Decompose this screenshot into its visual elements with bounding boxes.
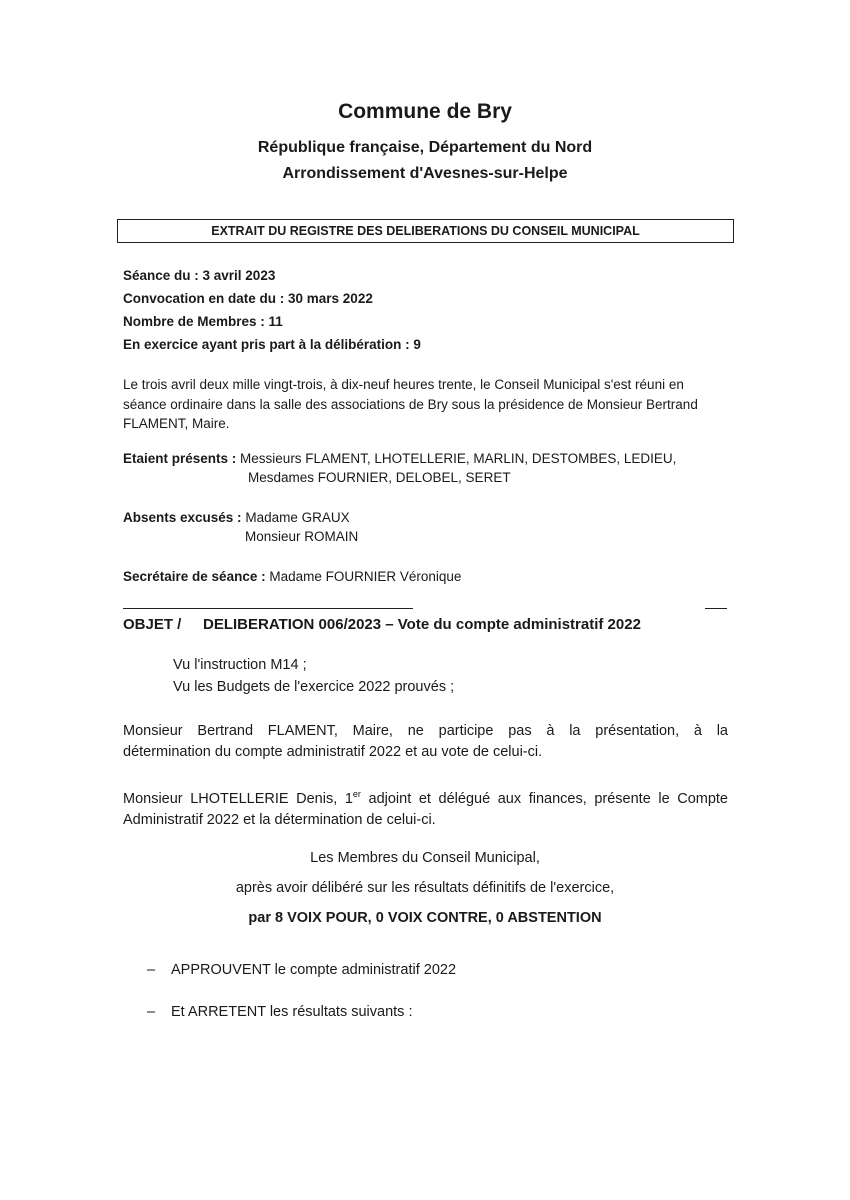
bullet-arrest-text: Et ARRETENT les résultats suivants :	[171, 1004, 413, 1020]
vote-result: par 8 VOIX POUR, 0 VOIX CONTRE, 0 ABSTENTION	[248, 910, 602, 926]
deputy-paragraph-line-1	[123, 784, 728, 810]
objet-rule-right	[705, 608, 727, 609]
intro-line-1: Le trois avril deux mille vingt-trois, à dix-neuf heures trente, le Conseil Municipal s'est réuni en	[123, 377, 684, 392]
bullet-dash: –	[147, 962, 156, 978]
secretary-line	[123, 569, 461, 584]
absents-label: Absents excusés :	[123, 510, 242, 525]
page-subtitle-republic: République française, Département du Nord	[257, 139, 593, 156]
absents-line-1	[123, 510, 350, 525]
objet-label: OBJET /	[123, 616, 182, 633]
bullet-approve	[147, 962, 456, 978]
council-members: Les Membres du Conseil Municipal,	[310, 850, 540, 866]
page-subtitle-arrondissement: Arrondissement d'Avesnes-sur-Helpe	[282, 165, 568, 182]
presents-label: Etaient présents :	[123, 451, 237, 466]
members-count: Nombre de Membres : 11	[123, 314, 283, 329]
session-date: Séance du : 3 avril 2023	[123, 268, 276, 283]
secretary-label: Secrétaire de séance :	[123, 569, 266, 584]
mayor-paragraph-line-1: Monsieur Bertrand FLAMENT, Maire, ne participe pas à la présentation, à la	[123, 723, 728, 739]
objet-title: DELIBERATION 006/2023 – Vote du compte administratif 2022	[203, 616, 641, 633]
after-deliberation: après avoir délibéré sur les résultats définitifs de l'exercice,	[235, 880, 615, 896]
bullet-arrest	[147, 1004, 412, 1020]
exercise-count: En exercice ayant pris part à la délibération : 9	[123, 337, 421, 352]
presents-line-1	[123, 451, 676, 466]
presents-mesdames: Mesdames FOURNIER, DELOBEL, SERET	[248, 470, 511, 485]
objet-rule-left	[123, 608, 413, 609]
secretary-name: Madame FOURNIER Véronique	[269, 569, 462, 584]
extract-title-box: EXTRAIT DU REGISTRE DES DELIBERATIONS DU CONSEIL MUNICIPAL	[117, 219, 734, 243]
presents-messieurs: Messieurs FLAMENT, LHOTELLERIE, MARLIN, DESTOMBES, LEDIEU,	[240, 451, 677, 466]
bullet-dash: –	[147, 1004, 156, 1020]
intro-line-3: FLAMENT, Maire.	[123, 416, 230, 431]
absents-first: Madame GRAUX	[245, 510, 350, 525]
page-title: Commune de Bry	[338, 100, 512, 123]
mayor-paragraph-line-2: détermination du compte administratif 2022 et au vote de celui-ci.	[123, 744, 543, 760]
intro-line-2: séance ordinaire dans la salle des associations de Bry sous la présidence de Monsieur Bertrand	[123, 397, 698, 412]
mayor-paragraph	[123, 721, 728, 763]
deputy-paragraph	[123, 784, 728, 831]
deputy-paragraph-line-2: Administratif 2022 et la détermination de celui-ci.	[123, 811, 436, 828]
deputy-ordinal: er	[352, 789, 361, 799]
absents-second: Monsieur ROMAIN	[245, 529, 359, 544]
vu-instruction: Vu l'instruction M14 ;	[173, 657, 307, 673]
convocation-date: Convocation en date du : 30 mars 2022	[123, 291, 373, 306]
deputy-text-start: Monsieur LHOTELLERIE Denis, 1	[123, 790, 353, 807]
deputy-text-end: adjoint et délégué aux finances, présente le Compte	[360, 790, 728, 807]
bullet-approve-text: APPROUVENT le compte administratif 2022	[171, 962, 457, 978]
vu-budgets: Vu les Budgets de l'exercice 2022 prouvés ;	[173, 679, 455, 695]
